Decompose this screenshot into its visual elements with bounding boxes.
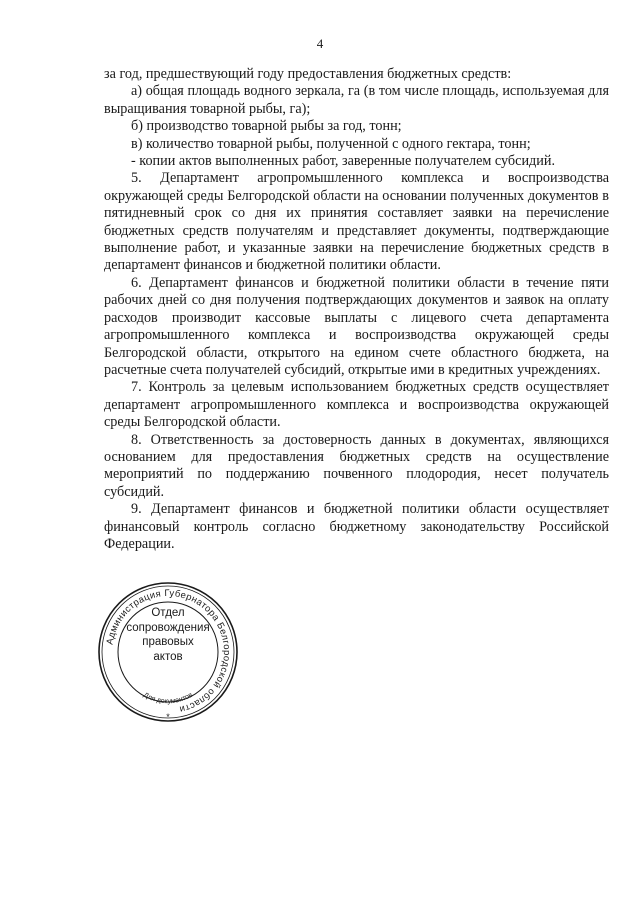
document-body bbox=[104, 66, 609, 553]
stamp-center-text bbox=[118, 606, 218, 664]
paragraph-9: 9. Департамент финансов и бюджетной политики области осуществляет финансовый контроль согласно бюджетному законодательству Российской Федерации. bbox=[104, 501, 609, 552]
stamp-line-1: Отдел bbox=[151, 607, 185, 619]
stamp-line-3: правовых bbox=[142, 636, 194, 648]
list-item-a: а) общая площадь водного зеркала, га (в том числе площадь, используемая для выращивания товарной рыбы, га); bbox=[104, 83, 609, 117]
paragraph-continuation: за год, предшествующий году предоставления бюджетных средств: bbox=[104, 66, 512, 82]
official-stamp bbox=[96, 580, 240, 724]
page-number: 4 bbox=[316, 36, 324, 51]
list-item-c: в) количество товарной рыбы, полученной с одного гектара, тонн; bbox=[131, 135, 531, 152]
stamp-inner-arc-text: Для документов bbox=[142, 691, 194, 706]
stamp-line-4: актов bbox=[153, 650, 183, 663]
paragraph-8: 8. Ответственность за достоверность данных в документах, являющихся основанием для предоставления бюджетных средств на осуществление мероприятий по поддержанию почвенного плодородия, несет получатель субсидий. bbox=[104, 431, 609, 500]
stamp-star: * bbox=[166, 712, 170, 722]
paragraph-5: 5. Департамент агропромышленного комплекса и воспроизводства окружающей среды Белгородской области на основании полученных документов в пятидневный срок со дня их принятия составляет заявки на перечисление бюджетных средств получателям и представляет документы, подтверждающие выполнение работ, и указанные заявки на перечисление бюджетных средств в департамент финансов и бюджетной политики области. bbox=[104, 170, 609, 274]
stamp-ring-text: Администрация Губернатора Белгородской области bbox=[103, 586, 234, 716]
list-item-dash: - копии актов выполненных работ, заверенные получателем субсидий. bbox=[131, 153, 555, 170]
list-item-b: б) производство товарной рыбы за год, тонн; bbox=[131, 118, 402, 135]
paragraph-6: 6. Департамент финансов и бюджетной политики области в течение пяти рабочих дней со дня получения подтверждающих документов и заявок на оплату расходов производит кассовые выплаты с лицевого счета департамента агропромышленного комплекса и воспроизводства окружающей среды Белгородской области, открытого на едином счете областного бюджета, на расчетные счета получателей субсидий, открытые ими в кредитных учреждениях. bbox=[104, 274, 609, 378]
stamp-line-2: сопровождения bbox=[126, 621, 210, 634]
paragraph-7: 7. Контроль за целевым использованием бюджетных средств осуществляет департамент агропромышленного комплекса и воспроизводства окружающей среды Белгородской области. bbox=[104, 379, 609, 431]
